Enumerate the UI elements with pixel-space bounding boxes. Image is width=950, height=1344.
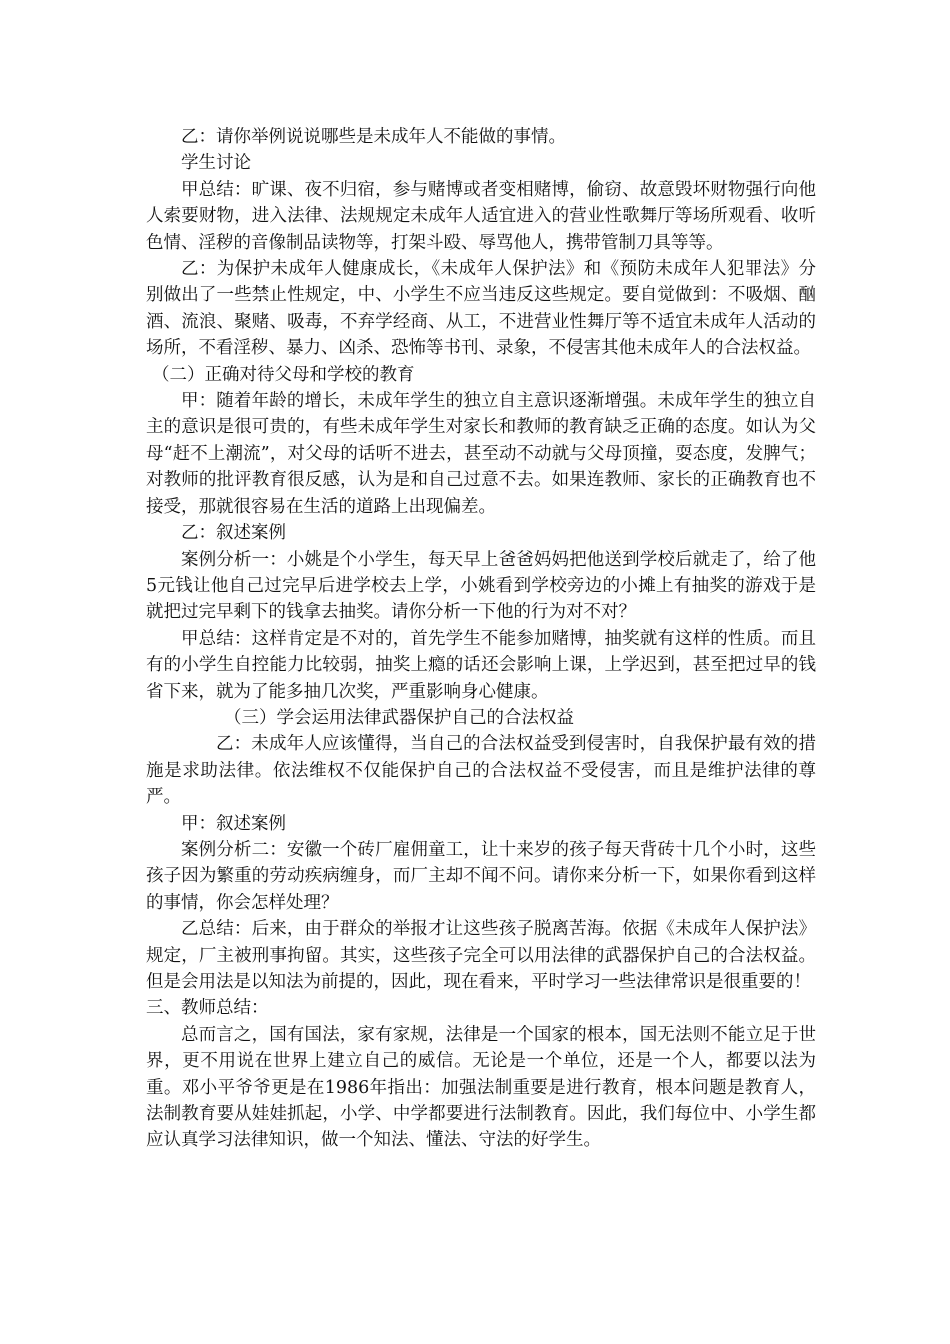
paragraph-jia-case: 甲：叙述案例 <box>181 813 286 834</box>
paragraph-discussion: 学生讨论 <box>181 153 251 174</box>
paragraph-summary-jia-1: 甲总结：旷课、夜不归宿，参与赌博或者变相赌博，偷窃、故意毁坏财物强行向他人索要财物，进入法律、法规规定未成年人适宜进入的营业性歌舞厅等场所观看、收听色情、淫秽的音像制品读物等，打架斗殴、辱骂他人，携带管制刀具等等。 <box>146 179 816 253</box>
paragraph-case-1: 案例分析一：小姚是个小学生，每天早上爸爸妈妈把他送到学校后就走了，给了他5元钱让他自己过完早后进学校去上学，小姚看到学校旁边的小摊上有抽奖的游戏于是就把过完早剩下的钱拿去抽奖。请你分析一下他的行为对不对？ <box>146 549 816 623</box>
section-heading-3: （三）学会运用法律武器保护自己的合法权益 <box>224 707 574 728</box>
paragraph-summary-yi: 乙总结：后来，由于群众的举报才让这些孩子脱离苦海。依据《未成年人保护法》规定，厂主被刑事拘留。其实，这些孩子完全可以用法律的武器保护自己的合法权益。但是会用法是以知法为前提的，因此，现在看来，平时学习一些法律常识是很重要的！ <box>146 919 816 992</box>
section-heading-teacher: 三、教师总结： <box>146 998 269 1019</box>
document-page <box>146 124 816 1154</box>
paragraph-conclusion: 总而言之，国有国法，家有家规，法律是一个国家的根本，国无法则不能立足于世界，更不用说在世界上建立自己的威信。无论是一个单位，还是一个人，都要以法为重。邓小平爷爷更是在1986年指出：加强法制重要是进行教育，根本问题是教育人，法制教育要从娃娃抓起，小学、中学都要进行法制教育。因此，我们每位中、小学生都应认真学习法律知识，做一个知法、懂法、守法的好学生。 <box>146 1024 816 1151</box>
paragraph-yi-case: 乙：叙述案例 <box>181 523 286 544</box>
paragraph-question: 乙：请你举例说说哪些是未成年人不能做的事情。 <box>181 127 566 147</box>
paragraph-summary-jia-2: 甲总结：这样肯定是不对的，首先学生不能参加赌博，抽奖就有这样的性质。而且有的小学生自控能力比较弱，抽奖上瘾的话还会影响上课，上学迟到，甚至把过早的钱省下来，就为了能多抽几次奖，严重影响身心健康。 <box>146 628 816 702</box>
section-heading-2: （二）正确对待父母和学校的教育 <box>152 364 415 385</box>
paragraph-case-2: 案例分析二：安徽一个砖厂雇佣童工，让十来岁的孩子每天背砖十几个小时，这些孩子因为繁重的劳动疾病缠身，而厂主却不闻不问。请你来分析一下，如果你看到这样的事情，你会怎样处理？ <box>146 839 816 913</box>
paragraph-jia-education: 甲：随着年龄的增长，未成年学生的独立自主意识逐渐增强。未成年学生的独立自主的意识是很可贵的，有些未成年学生对家长和教师的教育缺乏正确的态度。如认为父母“赶不上潮流”，对父母的话听不进去，甚至动不动就与父母顶撞，耍态度，发脾气；对教师的批评教育很反感，认为是和自己过意不去。如果连教师、家长的正确教育也不接受，那就很容易在生活的道路上出现偏差。 <box>146 391 816 517</box>
paragraph-yi-rights: 乙：未成年人应该懂得，当自己的合法权益受到侵害时，自我保护最有效的措施是求助法律。依法维权不仅能保护自己的合法权益不受侵害，而且是维护法律的尊严。 <box>146 734 816 808</box>
paragraph-yi-laws: 乙：为保护未成年人健康成长，《未成年人保护法》和《预防未成年人犯罪法》分别做出了一些禁止性规定，中、小学生不应当违反这些规定。要自觉做到：不吸烟、酗酒、流浪、聚赌、吸毒，不弃学经商、从工，不进营业性舞厅等不适宜未成年人活动的场所，不看淫秽、暴力、凶杀、恐怖等书刊、录象，不侵害其他未成年人的合法权益。 <box>146 259 816 359</box>
